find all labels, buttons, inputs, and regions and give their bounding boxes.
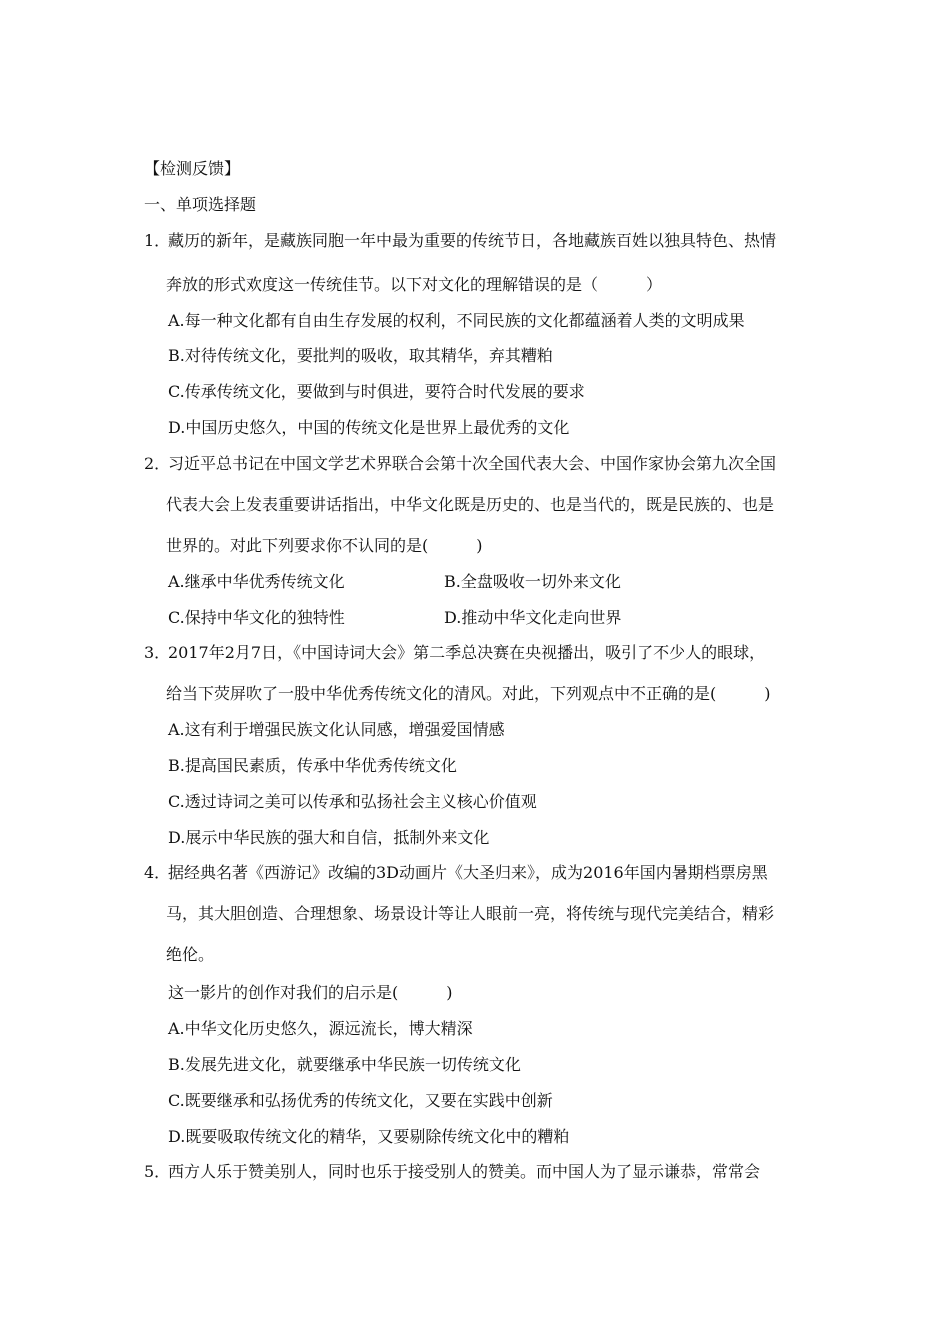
question-number: 5． [144, 1162, 171, 1181]
question-3-option-b: B.提高国民素质，传承中华优秀传统文化 [168, 756, 457, 775]
question-2-stem-line-3: 世界的。对此下列要求你不认同的是( ) [166, 536, 483, 555]
question-2-option-a: A.继承中华优秀传统文化 [168, 572, 345, 591]
question-3-option-a: A.这有利于增强民族文化认同感，增强爱国情感 [168, 720, 505, 739]
question-1-stem-line-2: 奔放的形式欢度这一传统佳节。以下对文化的理解错误的是（ ） [166, 275, 663, 294]
question-4-stem-line-4: 这一影片的创作对我们的启示是( ) [168, 983, 453, 1002]
question-1-option-b: B.对待传统文化，要批判的吸收，取其精华，弃其糟粕 [168, 346, 553, 365]
question-text: 西方人乐于赞美别人，同时也乐于接受别人的赞美。而中国人为了显示谦恭，常常会 [168, 1162, 761, 1181]
question-3-option-c: C.透过诗词之美可以传承和弘扬社会主义核心价值观 [168, 792, 537, 811]
question-1-option-a: A.每一种文化都有自由生存发展的权利，不同民族的文化都蕴涵着人类的文明成果 [168, 311, 745, 330]
question-number: 1． [144, 231, 171, 250]
question-1-option-c: C.传承传统文化，要做到与时俱进，要符合时代发展的要求 [168, 382, 585, 401]
question-text: 2017年2月7日，《中国诗词大会》第二季总决赛在央视播出，吸引了不少人的眼球， [168, 643, 766, 662]
question-4-stem-line-1 [144, 863, 768, 883]
question-2-option-c: C.保持中华文化的独特性 [168, 608, 345, 627]
question-2-option-b: B.全盘吸收一切外来文化 [444, 572, 621, 591]
question-text: 据经典名著《西游记》改编的3D动画片《大圣归来》，成为2016年国内暑期档票房黑 [168, 863, 768, 882]
question-number: 4． [144, 863, 171, 882]
question-5-stem-line-1 [144, 1162, 760, 1182]
question-number: 3． [144, 643, 171, 662]
question-4-option-b: B.发展先进文化，就要继承中华民族一切传统文化 [168, 1055, 521, 1074]
part-heading: 一、单项选择题 [144, 195, 257, 214]
question-3-stem-line-2: 给当下荧屏吹了一股中华优秀传统文化的清风。对此，下列观点中不正确的是( ) [166, 684, 771, 703]
question-4-stem-line-2: 马，其大胆创造、合理想象、场景设计等让人眼前一亮，将传统与现代完美结合，精彩 [166, 904, 775, 923]
section-heading: 【检测反馈】 [144, 159, 241, 178]
question-text: 习近平总书记在中国文学艺术界联合会第十次全国代表大会、中国作家协会第九次全国 [168, 454, 777, 473]
question-3-option-d: D.展示中华民族的强大和自信，抵制外来文化 [168, 828, 490, 847]
question-4-option-c: C.既要继承和弘扬优秀的传统文化，又要在实践中创新 [168, 1091, 553, 1110]
question-4-option-a: A.中华文化历史悠久，源远流长，博大精深 [168, 1019, 473, 1038]
question-number: 2． [144, 454, 171, 473]
question-1-stem-line-1 [144, 231, 776, 251]
question-4-stem-line-3: 绝伦。 [166, 945, 215, 964]
question-1-option-d: D.中国历史悠久，中国的传统文化是世界上最优秀的文化 [168, 418, 570, 437]
question-2-stem-line-2: 代表大会上发表重要讲话指出，中华文化既是历史的、也是当代的，既是民族的、也是 [166, 495, 775, 514]
question-2-option-d: D.推动中华文化走向世界 [444, 608, 622, 627]
question-2-stem-line-1 [144, 454, 776, 474]
question-text: 藏历的新年，是藏族同胞一年中最为重要的传统节日，各地藏族百姓以独具特色、热情 [168, 231, 777, 250]
question-3-stem-line-1 [144, 643, 765, 663]
question-4-option-d: D.既要吸取传统文化的精华，又要剔除传统文化中的糟粕 [168, 1127, 570, 1146]
